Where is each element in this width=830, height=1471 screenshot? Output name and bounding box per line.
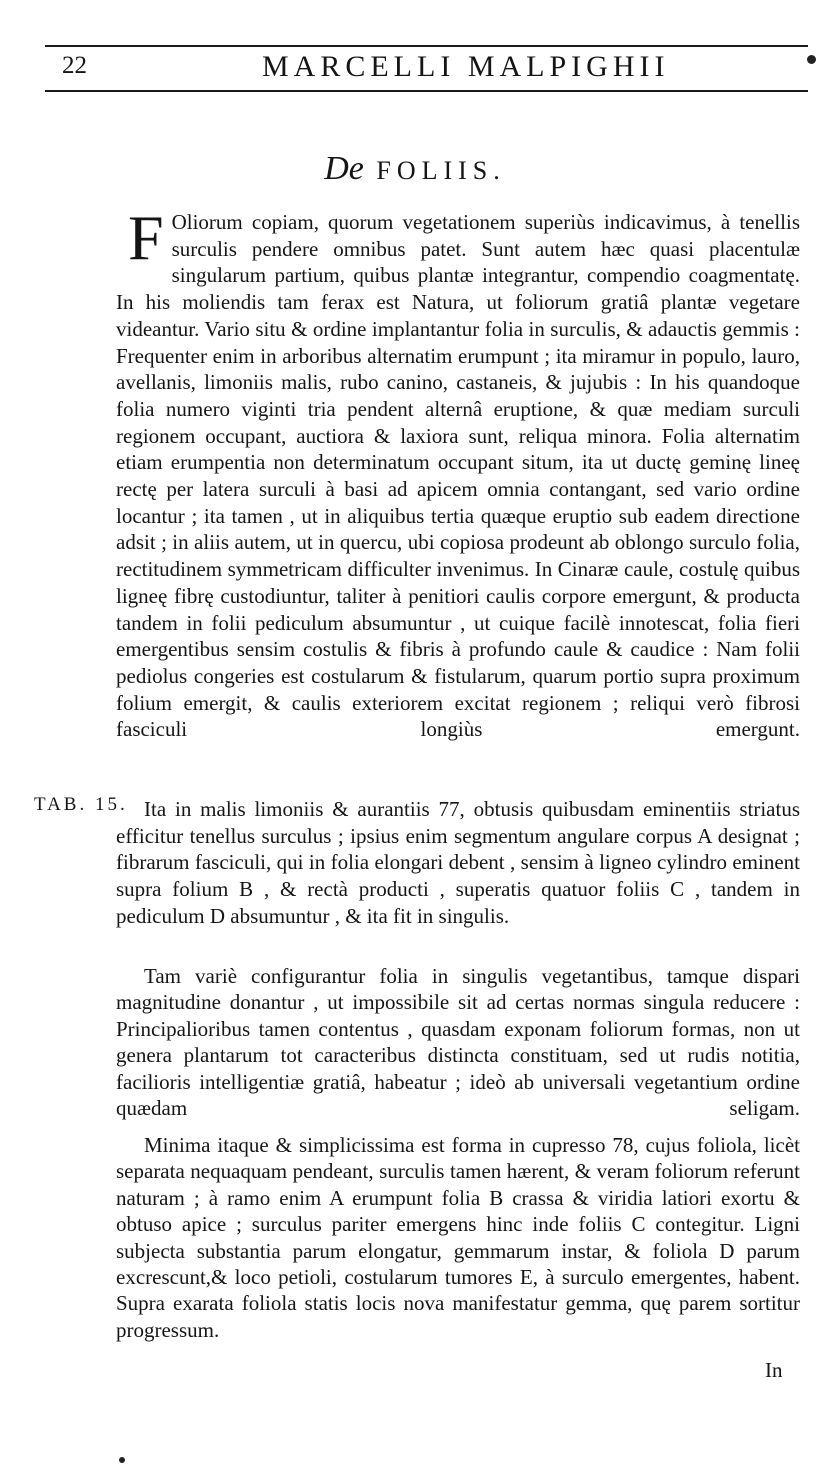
- paragraph-1: [116, 202, 800, 743]
- header-rule-bottom: [45, 90, 808, 92]
- section-title-italic: De: [324, 150, 364, 187]
- section-title: [0, 150, 830, 188]
- paragraph-2: [116, 796, 800, 930]
- drop-cap: F: [128, 202, 164, 273]
- margin-note-plate-reference: TAB. 15.: [34, 794, 128, 815]
- running-head: MARCELLI MALPIGHII: [262, 50, 670, 83]
- paragraph-4: [116, 1132, 800, 1343]
- paragraph-1-text: Oliorum copiam, quorum vegetationem superiùs indicavimus, à tenellis surculis pendere omnibus patet. Sunt autem hæc quasi placentulæ singularum partium, quibus plantæ integrantur, compendio coagmentatę. In his moliendis tam ferax est Natura, ut foliorum gratiâ plantæ vegetare videantur. Vario situ & ordine implantantur folia in surculis, & adauctis gemmis : Frequenter enim in arboribus alternatim erumpunt ; ita miramur in populo, lauro, avellanis, limoniis malis, rubo canino, castaneis, & jujubis : In his quandoque folia numero viginti tria pendent alternâ eruptione, & quæ mediam surculi regionem occupant, auctiora & laxiora sunt, reliqua minora. Folia alternatim etiam erumpentia non determinatum occupant situm, ita ut ductę geminę lineę rectę per latera surculi à basi ad apicem omnia contangant, sed vario ordine locantur ; ita tamen , ut in aliquibus tertia quæque eruptio sub eadem directione adsit ; in aliis autem, ut in quercu, ubi copiosa prodeunt ab oblongo surculo folia, rectitudinem symmetricam difficulter invenimus. In Cinaræ caule, costulę quibus ligneę fibrę custodiuntur, taliter à penitiori caulis corpore emergunt, & producta tandem in folii pediculum absumuntur , ut cuique facilè innotescat, folia fieri emergentibus sensim costulis & fibris à profundo caule & caudice : Nam folii pediolus congeries est costularum & fistularum, quarum portio supra proximum folium emergit, & caulis exteriorem excitat regionem ; reliqui verò fibrosi fasciculi longiùs emergunt.: [116, 210, 800, 742]
- paragraph-3-text: Tam variè configurantur folia in singulis vegetantibus, tamque dispari magnitudine donantur , ut impossibile sit ad certas normas singula reducere : Principalioribus tamen contentus , quasdam exponam foliorum formas, non ut genera plantarum tot caracteribus distincta constituam, sed ut rudis notitia, facilioris intelligentiæ gratiâ, habeatur ; ideò ab universali vegetantium ordine quædam seligam.: [116, 964, 800, 1121]
- section-title-rest: FOLIIS.: [376, 156, 506, 185]
- ink-speck: [807, 55, 816, 64]
- paragraph-2-text: Ita in malis limoniis & aurantiis 77, obtusis quibusdam eminentiis striatus efficitur tenellus surculus ; ipsius enim segmentum angulare corpus A designat ; fibrarum fasciculi, qui in folia elongari debent , sensim à ligneo cylindro eminent supra folium B , & rectà producti , superatis quatuor foliis C , tandem in pediculum D absumuntur , & ita fit in singulis.: [116, 797, 800, 928]
- paragraph-3: [116, 963, 800, 1121]
- page-number: 22: [62, 52, 87, 79]
- catchword: In: [765, 1358, 783, 1382]
- header-rule-top: [45, 45, 808, 47]
- paragraph-4-text: Minima itaque & simplicissima est forma in cupresso 78, cujus foliola, licèt separata nequaquam pendeant, surculis tamen hærent, & veram foliorum referunt naturam ; à ramo enim A erumpunt folia B crassa & viridia latiori exortu & obtuso apice ; surculus pariter emergens hinc inde foliis C contegitur. Ligni subjecta substantia parum elongatur, gemmarum instar, & foliola D parum excrescunt,& loco petioli, costularum tumores E, à surculo emergentes, habent. Supra exarata foliola statis locis nova manifestatur gemma, quę parem sortitur progressum.: [116, 1133, 800, 1342]
- ink-speck: [119, 1457, 125, 1463]
